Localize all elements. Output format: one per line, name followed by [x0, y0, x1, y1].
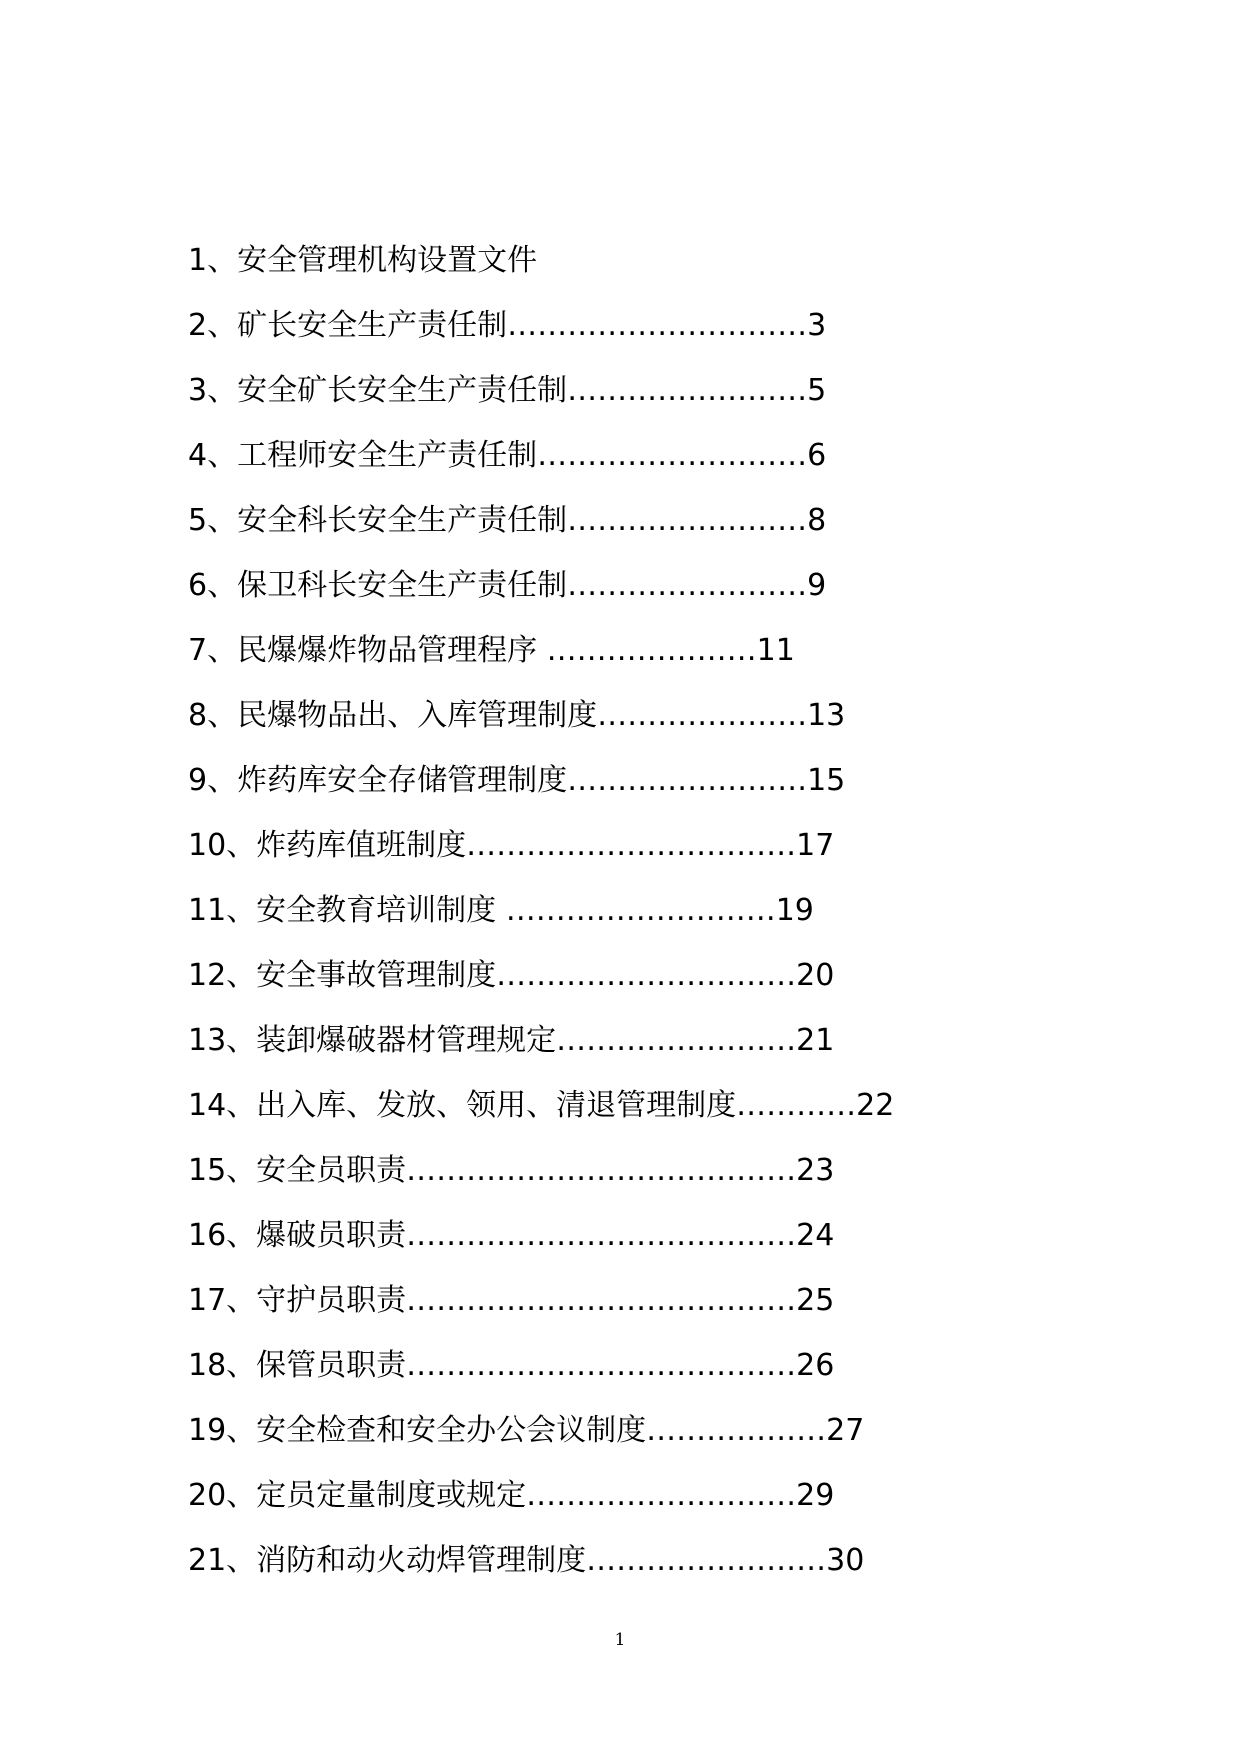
toc-entry-15[interactable]: 15、安全员职责…………………………………23 — [188, 1153, 835, 1188]
toc-entry-20[interactable]: 20、定员定量制度或规定………………………29 — [188, 1478, 835, 1513]
toc-entry-2[interactable]: 2、矿长安全生产责任制…………………………3 — [188, 308, 827, 343]
toc-entry-18[interactable]: 18、保管员职责…………………………………26 — [188, 1348, 835, 1383]
toc-entry-12[interactable]: 12、安全事故管理制度…………………………20 — [188, 958, 835, 993]
toc-entry-3[interactable]: 3、安全矿长安全生产责任制……………………5 — [188, 373, 827, 408]
toc-entry-13[interactable]: 13、装卸爆破器材管理规定……………………21 — [188, 1023, 835, 1058]
toc-entry-19[interactable]: 19、安全检查和安全办公会议制度………………27 — [188, 1413, 865, 1448]
toc-entry-5[interactable]: 5、安全科长安全生产责任制……………………8 — [188, 503, 827, 538]
toc-entry-10[interactable]: 10、炸药库值班制度……………………………17 — [188, 828, 835, 863]
toc-entry-21[interactable]: 21、消防和动火动焊管理制度……………………30 — [188, 1543, 865, 1578]
toc-entry-9[interactable]: 9、炸药库安全存储管理制度……………………15 — [188, 763, 846, 798]
toc-entry-7[interactable]: 7、民爆爆炸物品管理程序 …………………11 — [188, 633, 795, 668]
toc-entry-6[interactable]: 6、保卫科长安全生产责任制……………………9 — [188, 568, 827, 603]
page-number: 1 — [614, 1630, 626, 1650]
table-of-contents — [188, 235, 894, 1600]
toc-entry-8[interactable]: 8、民爆物品出、入库管理制度…………………13 — [188, 698, 846, 733]
toc-entry-11[interactable]: 11、安全教育培训制度 ………………………19 — [188, 893, 814, 928]
toc-entry-14[interactable]: 14、出入库、发放、领用、清退管理制度…………22 — [188, 1088, 895, 1123]
toc-entry-17[interactable]: 17、守护员职责…………………………………25 — [188, 1283, 835, 1318]
toc-entry-16[interactable]: 16、爆破员职责…………………………………24 — [188, 1218, 835, 1253]
toc-entry-1[interactable]: 1、安全管理机构设置文件 — [188, 243, 538, 278]
toc-entry-4[interactable]: 4、工程师安全生产责任制………………………6 — [188, 438, 827, 473]
